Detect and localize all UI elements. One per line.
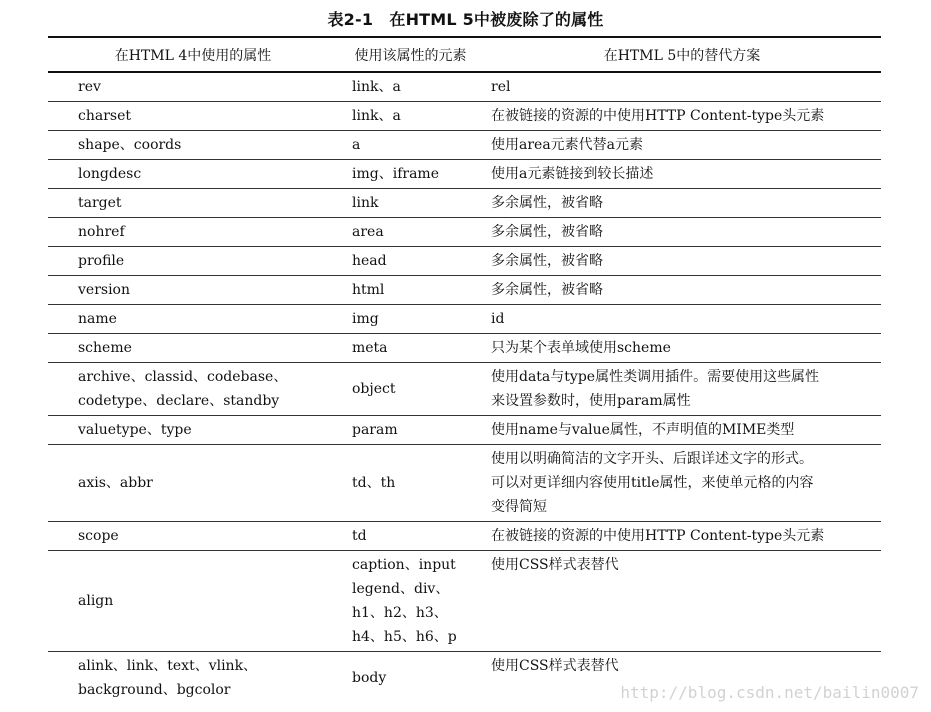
watermark-url: http://blog.csdn.net/bailin0007 bbox=[620, 683, 919, 702]
cell-line: version bbox=[78, 282, 130, 298]
cell-html4-attribute bbox=[48, 334, 338, 363]
cell-line: codetype、declare、standby bbox=[78, 393, 280, 409]
table-row bbox=[48, 305, 881, 334]
table-row bbox=[48, 247, 881, 276]
cell-element bbox=[338, 247, 483, 276]
cell-line: 多余属性，被省略 bbox=[491, 224, 603, 240]
cell-html4-attribute bbox=[48, 416, 338, 445]
cell-html4-attribute bbox=[48, 247, 338, 276]
table-row bbox=[48, 363, 881, 416]
cell-html4-attribute bbox=[48, 652, 338, 705]
cell-line: link、a bbox=[352, 108, 401, 124]
cell-html4-attribute bbox=[48, 160, 338, 189]
cell-line: html bbox=[352, 282, 385, 298]
table-row bbox=[48, 276, 881, 305]
cell-line: 使用name与value属性，不声明值的MIME类型 bbox=[491, 422, 795, 438]
table-row bbox=[48, 218, 881, 247]
cell-line: rel bbox=[491, 79, 511, 95]
table-row bbox=[48, 445, 881, 522]
cell-line: meta bbox=[352, 340, 388, 356]
table-row bbox=[48, 160, 881, 189]
cell-line: param bbox=[352, 422, 398, 438]
cell-line: scheme bbox=[78, 340, 132, 356]
cell-html4-attribute bbox=[48, 551, 338, 652]
cell-line: 变得简短 bbox=[491, 499, 547, 515]
cell-html4-attribute bbox=[48, 305, 338, 334]
cell-line: 使用以明确简洁的文字开头、后跟详述文字的形式。 bbox=[491, 451, 813, 467]
cell-element bbox=[338, 160, 483, 189]
cell-line: img bbox=[352, 311, 379, 327]
cell-line: a bbox=[352, 137, 361, 153]
cell-line: name bbox=[78, 311, 117, 327]
cell-html5-alternative bbox=[483, 160, 881, 189]
cell-html4-attribute bbox=[48, 445, 338, 522]
header-html4-attribute: 在HTML 4中使用的属性 bbox=[48, 37, 338, 72]
cell-line: legend、div、 bbox=[352, 581, 450, 597]
cell-line: 使用CSS样式表替代 bbox=[491, 557, 619, 573]
cell-element bbox=[338, 189, 483, 218]
cell-html5-alternative bbox=[483, 334, 881, 363]
cell-html5-alternative bbox=[483, 445, 881, 522]
cell-line: background、bgcolor bbox=[78, 682, 231, 698]
deprecated-attributes-table bbox=[48, 36, 881, 704]
cell-html4-attribute bbox=[48, 72, 338, 102]
cell-element bbox=[338, 652, 483, 705]
cell-line: profile bbox=[78, 253, 125, 269]
cell-html5-alternative bbox=[483, 276, 881, 305]
cell-html5-alternative bbox=[483, 189, 881, 218]
cell-line: valuetype、type bbox=[78, 422, 192, 438]
cell-element bbox=[338, 445, 483, 522]
cell-line: 使用a元素链接到较长描述 bbox=[491, 166, 654, 182]
table-row bbox=[48, 416, 881, 445]
cell-html5-alternative bbox=[483, 305, 881, 334]
table-row bbox=[48, 102, 881, 131]
cell-line: h1、h2、h3、 bbox=[352, 605, 448, 621]
cell-html4-attribute bbox=[48, 131, 338, 160]
cell-line: align bbox=[78, 593, 114, 609]
cell-html4-attribute bbox=[48, 363, 338, 416]
cell-line: object bbox=[352, 381, 396, 397]
cell-line: 多余属性，被省略 bbox=[491, 253, 603, 269]
cell-line: img、iframe bbox=[352, 166, 439, 182]
cell-html5-alternative bbox=[483, 551, 881, 652]
cell-line: caption、input bbox=[352, 557, 456, 573]
cell-line: td bbox=[352, 528, 367, 544]
watermark bbox=[620, 683, 919, 702]
cell-element bbox=[338, 551, 483, 652]
cell-html5-alternative bbox=[483, 72, 881, 102]
cell-element bbox=[338, 416, 483, 445]
cell-line: head bbox=[352, 253, 387, 269]
cell-line: charset bbox=[78, 108, 131, 124]
cell-line: nohref bbox=[78, 224, 125, 240]
cell-element bbox=[338, 131, 483, 160]
cell-html4-attribute bbox=[48, 218, 338, 247]
cell-element bbox=[338, 102, 483, 131]
cell-line: area bbox=[352, 224, 384, 240]
cell-html4-attribute bbox=[48, 189, 338, 218]
cell-element bbox=[338, 276, 483, 305]
cell-element bbox=[338, 363, 483, 416]
cell-line: link、a bbox=[352, 79, 401, 95]
cell-line: body bbox=[352, 670, 387, 686]
cell-element bbox=[338, 218, 483, 247]
cell-line: 使用CSS样式表替代 bbox=[491, 658, 619, 674]
table-row bbox=[48, 72, 881, 102]
table-caption: 表2-1 在HTML 5中被废除了的属性 bbox=[327, 10, 604, 29]
cell-html4-attribute bbox=[48, 522, 338, 551]
cell-html4-attribute bbox=[48, 276, 338, 305]
cell-line: td、th bbox=[352, 475, 396, 491]
cell-line: link bbox=[352, 195, 379, 211]
table-row bbox=[48, 189, 881, 218]
cell-html5-alternative bbox=[483, 218, 881, 247]
cell-html5-alternative bbox=[483, 247, 881, 276]
cell-line: 多余属性，被省略 bbox=[491, 195, 603, 211]
cell-line: target bbox=[78, 195, 122, 211]
table-row bbox=[48, 334, 881, 363]
cell-html4-attribute bbox=[48, 102, 338, 131]
cell-element bbox=[338, 305, 483, 334]
cell-line: longdesc bbox=[78, 166, 142, 182]
cell-line: 来设置参数时，使用param属性 bbox=[491, 393, 691, 409]
cell-line: 在被链接的资源的中使用HTTP Content-type头元素 bbox=[491, 528, 825, 544]
table-row bbox=[48, 522, 881, 551]
cell-line: archive、classid、codebase、 bbox=[78, 369, 288, 385]
table-body bbox=[48, 72, 881, 704]
cell-html5-alternative bbox=[483, 363, 881, 416]
cell-element bbox=[338, 522, 483, 551]
header-element: 使用该属性的元素 bbox=[338, 37, 483, 72]
cell-line: rev bbox=[78, 79, 101, 95]
cell-html5-alternative bbox=[483, 131, 881, 160]
cell-element bbox=[338, 72, 483, 102]
cell-line: 在被链接的资源的中使用HTTP Content-type头元素 bbox=[491, 108, 825, 124]
cell-line: 使用area元素代替a元素 bbox=[491, 137, 644, 153]
cell-line: 使用data与type属性类调用插件。需要使用这些属性 bbox=[491, 369, 820, 385]
header-row bbox=[48, 37, 881, 72]
table-row bbox=[48, 551, 881, 652]
cell-line: 只为某个表单域使用scheme bbox=[491, 340, 671, 356]
cell-line: scope bbox=[78, 528, 119, 544]
cell-html5-alternative bbox=[483, 522, 881, 551]
cell-line: shape、coords bbox=[78, 137, 182, 153]
cell-line: alink、link、text、vlink、 bbox=[78, 658, 258, 674]
cell-element bbox=[338, 334, 483, 363]
cell-line: 可以对更详细内容使用title属性，来使单元格的内容 bbox=[491, 475, 814, 491]
cell-line: h4、h5、h6、p bbox=[352, 629, 457, 645]
table-row bbox=[48, 131, 881, 160]
cell-line: axis、abbr bbox=[78, 475, 153, 491]
header-html5-alternative: 在HTML 5中的替代方案 bbox=[483, 37, 881, 72]
cell-line: id bbox=[491, 311, 505, 327]
cell-html5-alternative bbox=[483, 416, 881, 445]
cell-line: 多余属性，被省略 bbox=[491, 282, 603, 298]
cell-html5-alternative bbox=[483, 102, 881, 131]
